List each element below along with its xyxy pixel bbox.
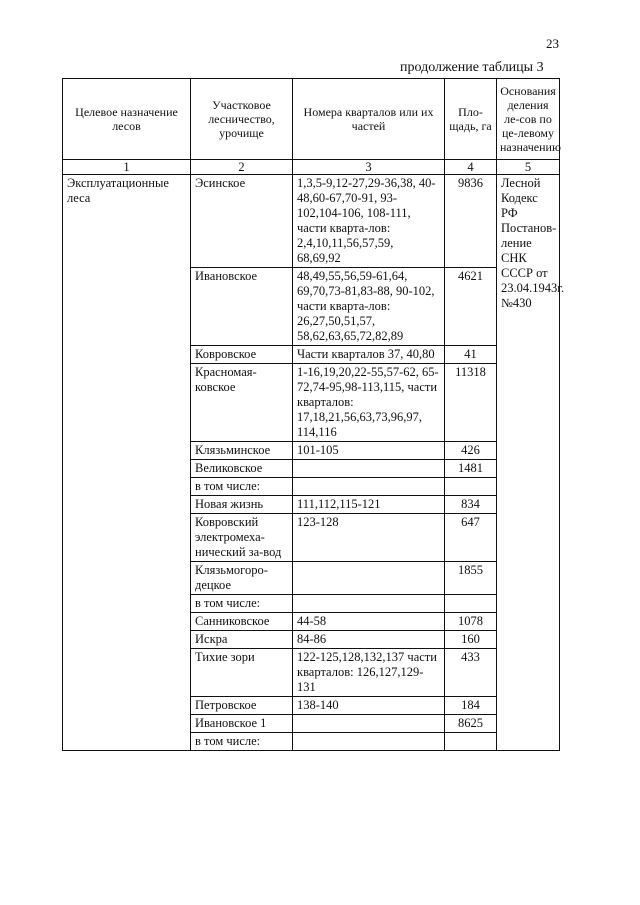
- quarters-cell: 48,49,55,56,59-61,64, 69,70,73-81,83-88, 90-102, части кварта-лов: 26,27,50,51,57, 58,62,63,65,72,82,89: [293, 268, 445, 346]
- forestry-name: Санниковское: [191, 613, 293, 631]
- quarters-cell: 1,3,5-9,12-27,29-36,38, 40-48,60-67,70-91, 93-102,104-106, 108-111, части кварта-лов: 2,4,10,11,56,57,59, 68,69,92: [293, 175, 445, 268]
- quarters-cell: 1-16,19,20,22-55,57-62, 65-72,74-95,98-113,115, части кварталов: 17,18,21,56,63,73,96,97, 114,116: [293, 364, 445, 442]
- quarters-cell: [293, 478, 445, 496]
- forestry-name: Ивановское 1: [191, 715, 293, 733]
- area-cell: 1481: [445, 460, 497, 478]
- area-cell: 647: [445, 514, 497, 562]
- quarters-cell: 123-128: [293, 514, 445, 562]
- table-row: [63, 175, 560, 268]
- forestry-name: Великовское: [191, 460, 293, 478]
- forestry-name: Клязьминское: [191, 442, 293, 460]
- basis-cell: Лесной Кодекс РФ Постанов-ление СНК СССР от 23.04.1943г. №430: [497, 175, 560, 751]
- column-number: 5: [497, 160, 560, 175]
- forestry-name: Петровское: [191, 697, 293, 715]
- header-basis: Основания деления ле-сов по це-левому назначению: [497, 79, 560, 160]
- area-cell: 433: [445, 649, 497, 697]
- forestry-name: Ковровское: [191, 346, 293, 364]
- area-cell: 11318: [445, 364, 497, 442]
- forestry-name: Тихие зори: [191, 649, 293, 697]
- area-cell: [445, 733, 497, 751]
- forestry-name: в том числе:: [191, 478, 293, 496]
- header-forestry: Участковое лесничество, урочище: [191, 79, 293, 160]
- quarters-cell: [293, 460, 445, 478]
- header-area: Пло-щадь, га: [445, 79, 497, 160]
- forestry-name: Ковровский электромеха-нический за-вод: [191, 514, 293, 562]
- area-cell: 8625: [445, 715, 497, 733]
- page-number: 23: [546, 36, 559, 51]
- quarters-cell: 122-125,128,132,137 части кварталов: 126,127,129-131: [293, 649, 445, 697]
- area-cell: 1855: [445, 562, 497, 595]
- area-cell: 4621: [445, 268, 497, 346]
- quarters-cell: 101-105: [293, 442, 445, 460]
- area-cell: [445, 595, 497, 613]
- forest-table: [62, 78, 565, 751]
- purpose-cell: Эксплуатационные леса: [63, 175, 191, 751]
- column-number: 3: [293, 160, 445, 175]
- forestry-name: Красномая-ковское: [191, 364, 293, 442]
- forestry-name: Клязьмогоро-децкое: [191, 562, 293, 595]
- forestry-name: Эсинское: [191, 175, 293, 268]
- area-cell: 426: [445, 442, 497, 460]
- forestry-name: в том числе:: [191, 733, 293, 751]
- quarters-cell: [293, 595, 445, 613]
- column-number-row: [63, 160, 560, 175]
- forestry-name: в том числе:: [191, 595, 293, 613]
- quarters-cell: Части кварталов 37, 40,80: [293, 346, 445, 364]
- area-cell: 1078: [445, 613, 497, 631]
- quarters-cell: 44-58: [293, 613, 445, 631]
- area-cell: [445, 478, 497, 496]
- area-cell: 41: [445, 346, 497, 364]
- quarters-cell: 138-140: [293, 697, 445, 715]
- quarters-cell: [293, 562, 445, 595]
- header-purpose: Целевое назначение лесов: [63, 79, 191, 160]
- column-number: 1: [63, 160, 191, 175]
- forestry-name: Новая жизнь: [191, 496, 293, 514]
- column-number: 2: [191, 160, 293, 175]
- header-row: [63, 79, 560, 160]
- forestry-name: Ивановское: [191, 268, 293, 346]
- area-cell: 160: [445, 631, 497, 649]
- table-continuation-caption: продолжение таблицы 3: [400, 60, 544, 75]
- quarters-cell: 111,112,115-121: [293, 496, 445, 514]
- area-cell: 834: [445, 496, 497, 514]
- quarters-cell: [293, 715, 445, 733]
- forestry-name: Искра: [191, 631, 293, 649]
- area-cell: 9836: [445, 175, 497, 268]
- header-quarters: Номера кварталов или их частей: [293, 79, 445, 160]
- area-cell: 184: [445, 697, 497, 715]
- quarters-cell: [293, 733, 445, 751]
- column-number: 4: [445, 160, 497, 175]
- quarters-cell: 84-86: [293, 631, 445, 649]
